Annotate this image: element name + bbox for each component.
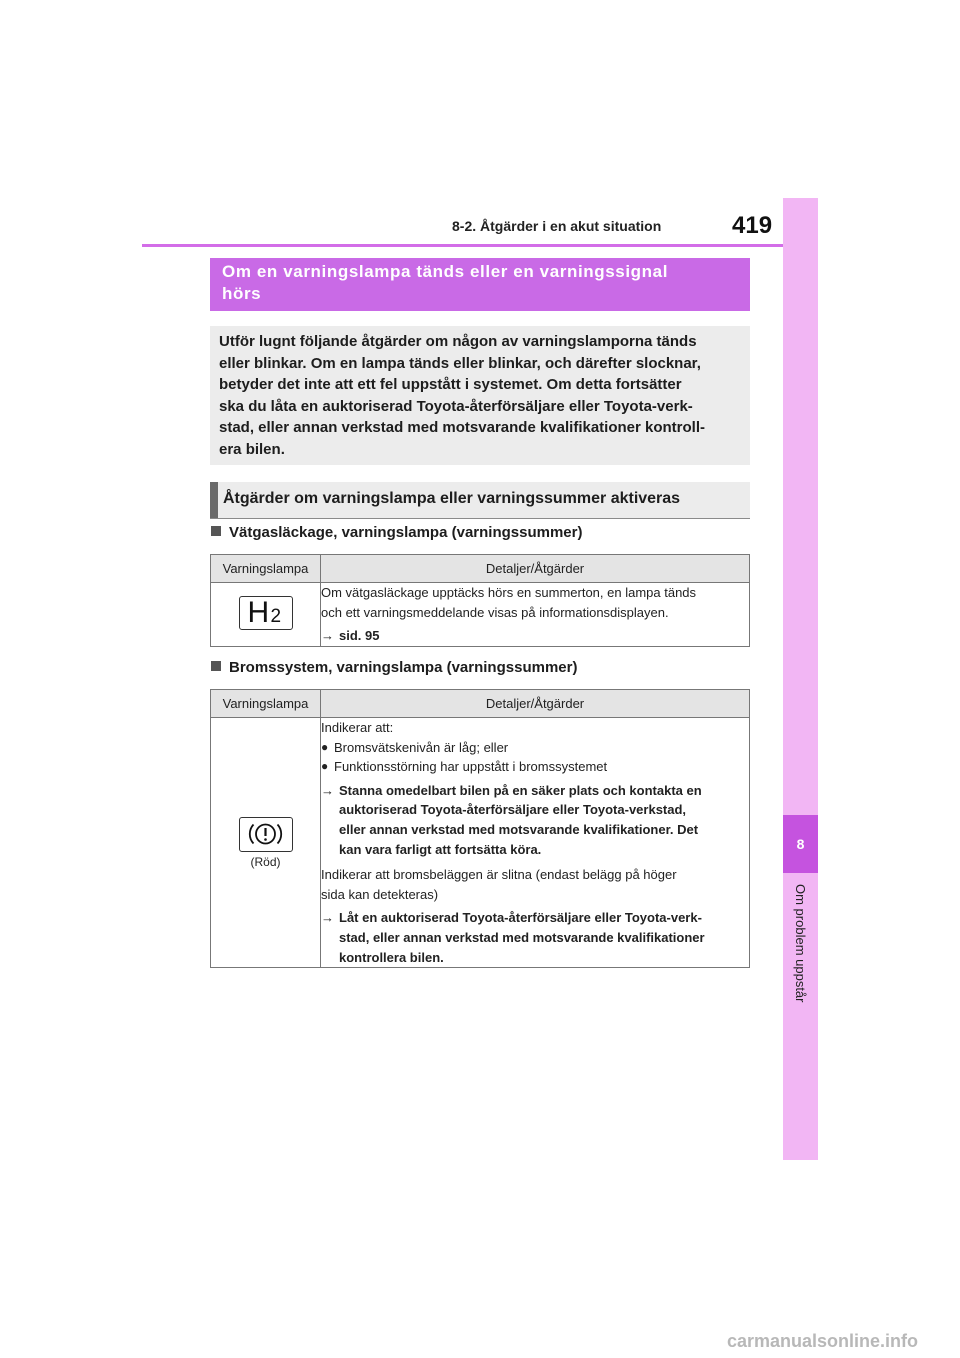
column-header-lamp: Varningslampa <box>211 555 321 583</box>
section-header: 8-2. Åtgärder i en akut situation <box>452 218 662 234</box>
detail-line: sida kan detekteras) <box>321 886 439 902</box>
action-line: eller annan verkstad med motsvarande kvalifikationer. Det <box>339 821 699 837</box>
hydrogen-warning-table <box>210 554 750 647</box>
column-header-detail: Detaljer/Åtgärder <box>321 690 750 718</box>
detail-cell <box>321 583 750 647</box>
action-line: auktoriserad Toyota-återförsäljare eller Toyota-verkstad, <box>339 802 687 818</box>
page-title-line-1: Om en varningslampa tänds eller en varningssignal <box>222 262 669 281</box>
action-text <box>339 781 702 859</box>
detail-cell <box>321 718 750 968</box>
h2-subscript: 2 <box>270 605 282 627</box>
action-line: Stanna omedelbart bilen på en säker plats och kontakta en <box>339 782 702 798</box>
intro-line: betyder det inte att ett fel uppstått i systemet. Om detta fortsätter <box>219 376 682 394</box>
intro-line: era bilen. <box>219 440 285 458</box>
brake-warning-table <box>210 689 750 968</box>
action-instruction <box>321 781 749 859</box>
page-title-line-2: hörs <box>222 284 262 303</box>
brake-symbol <box>240 818 291 850</box>
page-number: 419 <box>732 212 773 239</box>
column-header-lamp: Varningslampa <box>211 690 321 718</box>
bullet-dot-icon: ● <box>321 759 329 774</box>
action-line: kan vara farligt att fortsätta köra. <box>339 841 542 857</box>
page-title <box>210 258 750 311</box>
table-header-row <box>211 690 750 718</box>
watermark: carmanualsonline.info <box>727 1331 919 1351</box>
arrow-right-icon: → <box>321 782 334 798</box>
lamp-cell <box>211 583 321 647</box>
intro-line: ska du låta en auktoriserad Toyota-återförsäljare eller Toyota-verk- <box>219 397 693 415</box>
lamp-cell <box>211 718 321 968</box>
section-subheading: Åtgärder om varningslampa eller varningssummer aktiveras <box>210 482 750 518</box>
intro-line: Utför lugnt följande åtgärder om någon av varningslamporna tänds <box>219 333 697 350</box>
square-bullet-icon <box>211 661 221 671</box>
action-line: stad, eller annan verkstad med motsvarande kvalifikationer <box>339 929 705 945</box>
h2-letter: H <box>247 595 270 629</box>
bullet-text: Funktionsstörning har uppstått i bromssystemet <box>334 759 608 775</box>
action-line: kontrollera bilen. <box>339 949 444 965</box>
action-instruction <box>321 908 749 967</box>
intro-line: stad, eller annan verkstad med motsvarande kvalifikationer kontroll- <box>219 419 705 437</box>
brake-warning-icon <box>239 817 293 852</box>
arrow-right-icon: → <box>321 628 334 644</box>
table-row <box>211 583 750 647</box>
bullet-dot-icon: ● <box>321 739 329 754</box>
square-bullet-icon <box>211 526 221 536</box>
detail-line: Indikerar att: <box>321 720 394 735</box>
list-item <box>321 738 749 758</box>
chapter-label: Om problem uppstår <box>793 884 808 1003</box>
intro-panel <box>210 326 750 465</box>
arrow-right-icon: → <box>321 910 334 926</box>
header-divider <box>142 244 783 247</box>
action-line: Låt en auktoriserad Toyota-återförsäljare eller Toyota-verk- <box>339 910 702 926</box>
chapter-number-tab[interactable]: 8 <box>783 815 818 873</box>
list-item <box>321 757 749 777</box>
hydrogen-heading-text: Vätgasläckage, varningslampa (varningssummer) <box>229 524 583 541</box>
brake-heading <box>211 659 577 676</box>
brake-heading-text: Bromssystem, varningslampa (varningssummer) <box>229 659 578 676</box>
table-header-row <box>211 555 750 583</box>
lamp-color-caption: (Röd) <box>250 854 281 869</box>
detail-line: Om vätgasläckage upptäcks hörs en summerton, en lampa tänds <box>321 585 697 600</box>
table-row <box>211 718 750 968</box>
detail-paragraph <box>321 865 749 904</box>
detail-line: Indikerar att bromsbeläggen är slitna (endast belägg på höger <box>321 867 677 883</box>
page-reference-link[interactable]: sid. 95 <box>339 628 380 644</box>
page-reference <box>321 626 749 646</box>
hydrogen-h2-icon <box>239 596 293 630</box>
action-text <box>339 908 705 967</box>
intro-line: eller blinkar. Om en lampa tänds eller blinkar, och därefter slocknar, <box>219 354 701 372</box>
detail-line: och ett varningsmeddelande visas på informationsdisplayen. <box>321 604 669 620</box>
bullet-text: Bromsvätskenivån är låg; eller <box>334 739 509 755</box>
column-header-detail: Detaljer/Åtgärder <box>321 555 750 583</box>
hydrogen-heading <box>211 524 582 541</box>
